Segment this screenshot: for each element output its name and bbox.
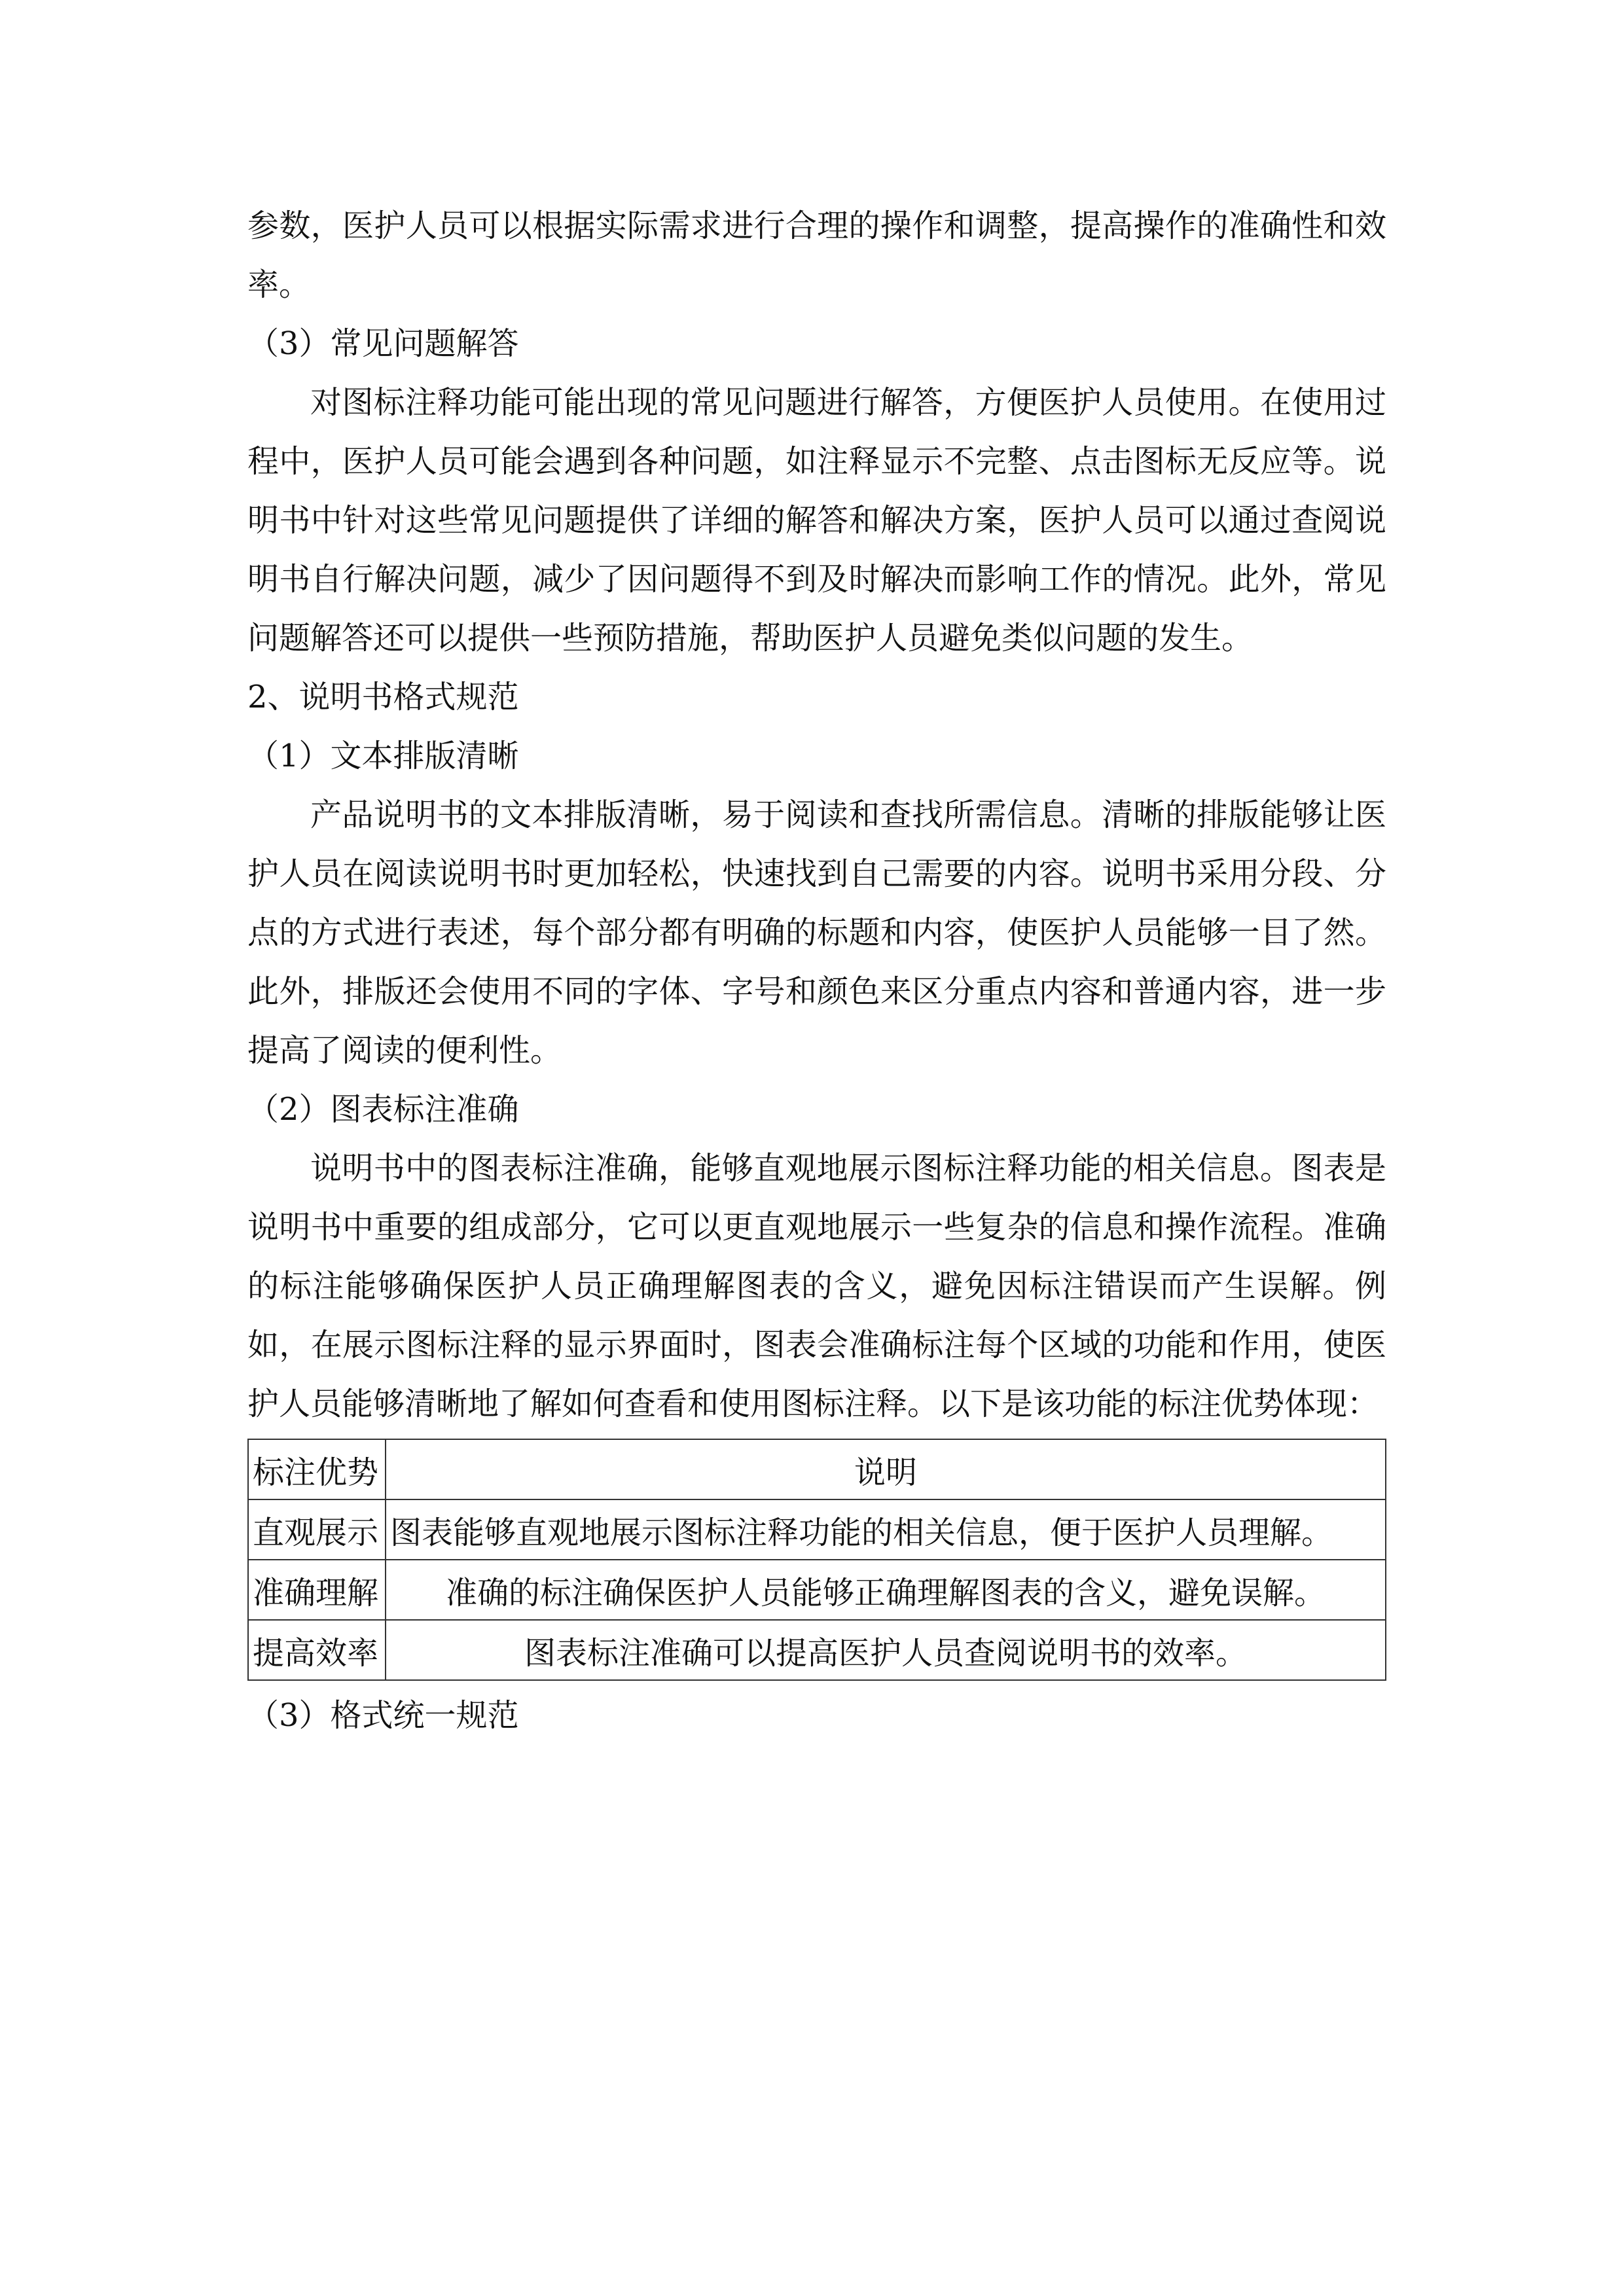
table-cell: 准确理解 — [248, 1560, 386, 1620]
table-header-cell: 标注优势 — [248, 1439, 386, 1499]
heading-format-unified: （3）格式统一规范 — [247, 1697, 519, 1734]
table-cell: 提高效率 — [248, 1620, 386, 1680]
paragraph-chart-annotation: 说明书中的图表标注准确，能够直观地展示图标注释功能的相关信息。图表是说明书中重要的组成部分，它可以更直观地展示一些复杂的信息和操作流程。准确的标注能够确保医护人员正确理解图表的含义，避免因标注错误而产生误解。例如，在展示图标注释的显示界面时，图表会准确标注每个区域的功能和作用，使医护人员能够清晰地了解如何查看和使用图标注释。以下是该功能的标注优势体现： — [247, 1150, 1386, 1422]
heading-text-layout: （1）文本排版清晰 — [247, 738, 519, 774]
table-cell: 图表能够直观地展示图标注释功能的相关信息，便于医护人员理解。 — [386, 1499, 1386, 1560]
table-cell: 直观展示 — [248, 1499, 386, 1560]
table-cell: 准确的标注确保医护人员能够正确理解图表的含义，避免误解。 — [386, 1560, 1386, 1620]
section-title-format: 2、说明书格式规范 — [247, 679, 519, 715]
heading-chart-annotation: （2）图表标注准确 — [247, 1091, 519, 1128]
table-header-row — [248, 1439, 1386, 1499]
table-header-cell: 说明 — [386, 1439, 1386, 1499]
table-cell: 图表标注准确可以提高医护人员查阅说明书的效率。 — [386, 1620, 1386, 1680]
table-row — [248, 1499, 1386, 1560]
table-row — [248, 1560, 1386, 1620]
paragraph-faq: 对图标注释功能可能出现的常见问题进行解答，方便医护人员使用。在使用过程中，医护人员可能会遇到各种问题，如注释显示不完整、点击图标无反应等。说明书中针对这些常见问题提供了详细的解答和解决方案，医护人员可以通过查阅说明书自行解决问题，减少了因问题得不到及时解决而影响工作的情况。此外，常见问题解答还可以提供一些预防措施，帮助医护人员避免类似问题的发生。 — [247, 384, 1386, 656]
annotation-advantages-table — [247, 1439, 1386, 1681]
table-row — [248, 1620, 1386, 1680]
heading-faq: （3）常见问题解答 — [247, 325, 519, 362]
paragraph-text-layout: 产品说明书的文本排版清晰，易于阅读和查找所需信息。清晰的排版能够让医护人员在阅读说明书时更加轻松，快速找到自己需要的内容。说明书采用分段、分点的方式进行表述，每个部分都有明确的标题和内容，使医护人员能够一目了然。此外，排版还会使用不同的字体、字号和颜色来区分重点内容和普通内容，进一步提高了阅读的便利性。 — [247, 797, 1386, 1069]
document-page — [247, 196, 1386, 1745]
paragraph-continuation: 参数，医护人员可以根据实际需求进行合理的操作和调整，提高操作的准确性和效率。 — [247, 207, 1386, 303]
